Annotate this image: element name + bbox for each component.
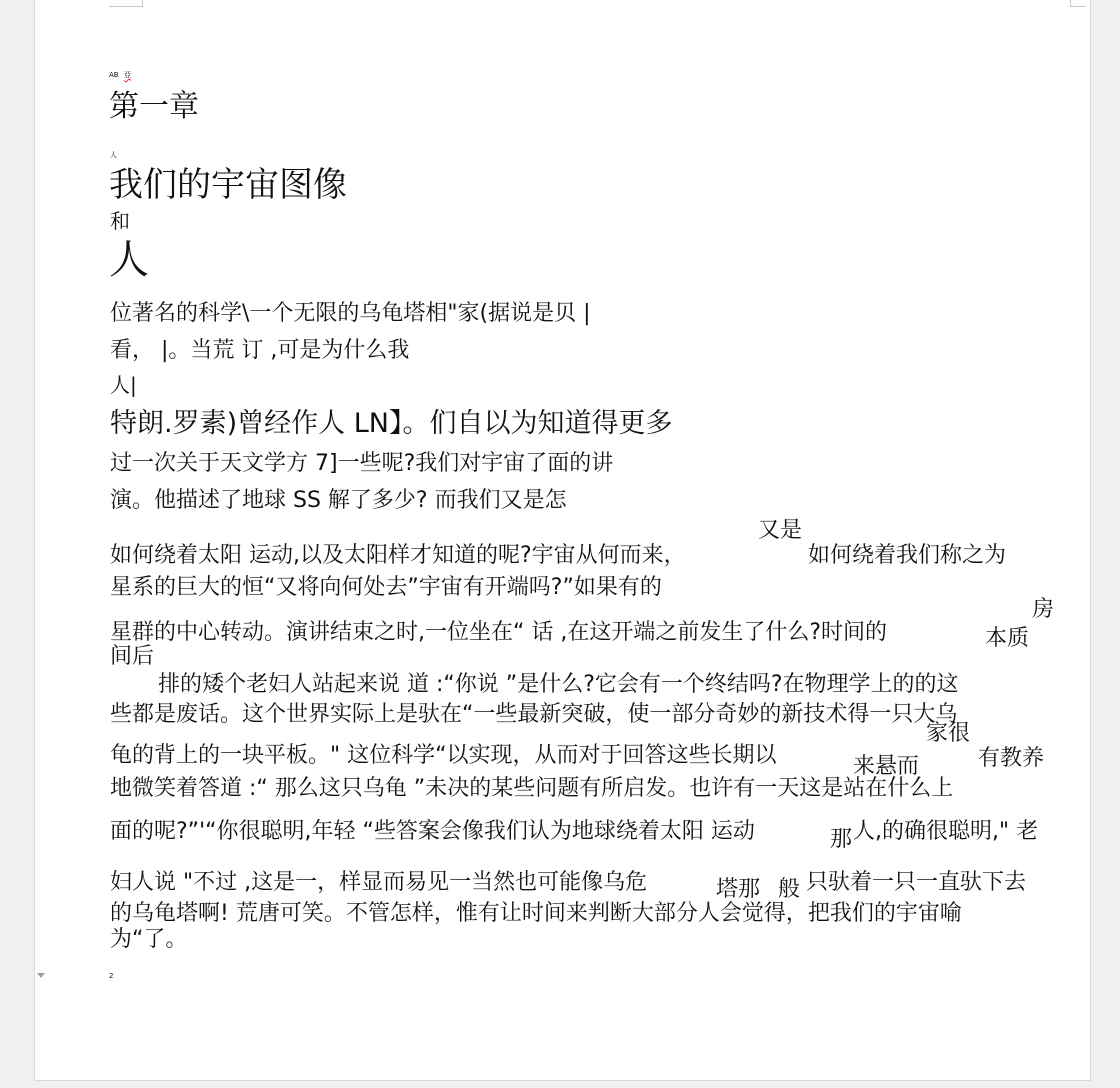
- body-line: 看， |。当荒 订 ,可是为什么我: [110, 338, 410, 363]
- title: 我们的宇宙图像: [109, 165, 347, 205]
- body-line: 人|: [110, 373, 137, 397]
- margin-note: 家很: [926, 721, 971, 746]
- body-line: 星群的中心转动。演讲结束之时,一位坐在“ 话 ,在这开端之前发生了什么?时间的: [110, 620, 888, 645]
- body-line: 面的呢?”'“你很聪明,年轻 “些答案会像我们认为地球绕着太阳 运动: [110, 819, 755, 844]
- body-line: 地微笑着答道 :“ 那么这只乌龟 ”未决的某些问题有所启发。也许有一天这是站在什么上: [110, 776, 954, 801]
- crop-mark-top-left-vertical: [142, 0, 143, 6]
- chapter-heading: 第一章: [109, 89, 199, 124]
- body-line: 如何绕着我们称之为: [808, 543, 1007, 568]
- crop-mark-top-right-vertical: [1070, 0, 1071, 6]
- margin-note: 又是: [758, 518, 803, 543]
- body-line: 间后: [110, 644, 155, 669]
- body-line: 如何绕着太阳 运动,以及太阳样才知道的呢?宇宙从何而来，: [110, 543, 686, 568]
- body-line: 排的矮个老妇人站起来说 道 :“你说 ”是什么?它会有一个终结吗?在物理学上的的这: [158, 672, 959, 697]
- body-line: 为“了。: [110, 927, 188, 952]
- body-line: 些都是废话。这个世界实际上是驮在“一些最新突破，使一部分奇妙的新技术得一只大乌: [110, 702, 958, 727]
- margin-note: 来悬而: [853, 754, 920, 779]
- body-line: 的乌龟塔啊! 荒唐可笑。不管怎样，惟有让时间来判断大部分人会觉得，把我们的宇宙喻: [110, 901, 962, 926]
- chevron-down-icon: [37, 973, 45, 978]
- title-and: 和: [110, 209, 130, 233]
- margin-note: 般: [778, 877, 801, 902]
- body-line: 特朗.罗素)曾经作人 LN】。们自以为知道得更多: [110, 408, 673, 439]
- crop-mark-top-left: [109, 0, 143, 7]
- crop-mark-top-right: [1070, 0, 1086, 7]
- body-line: 星系的巨大的恒“又将向何处去”宇宙有开端吗?”如果有的: [110, 575, 662, 600]
- margin-note: 本质: [985, 626, 1030, 651]
- margin-note: 塔那: [716, 877, 761, 902]
- title-person: 人: [109, 237, 149, 283]
- body-line: 妇人说 "不过 ,这是一，样显而易见一当然也可能像乌危: [110, 870, 648, 895]
- margin-note: 那: [830, 827, 853, 852]
- header-mark-b: 亞: [124, 71, 131, 79]
- body-line: 位著名的科学\一个无限的乌龟塔相"家(据说是贝 |: [110, 301, 591, 326]
- margin-note: 房: [1032, 597, 1055, 622]
- margin-note: 有教养: [978, 746, 1045, 771]
- body-line: 演。他描述了地球 SS 解了多少? 而我们又是怎: [110, 488, 567, 513]
- body-line: 只驮着一只一直驮下去: [806, 870, 1027, 895]
- body-line: 过一次关于天文学方 7]一些呢?我们对宇宙了面的讲: [110, 451, 614, 476]
- small-mark: 人: [110, 151, 117, 159]
- body-line: 人,的确很聪明," 老: [853, 819, 1039, 844]
- page-number: 2: [109, 972, 114, 980]
- header-mark-a: AB: [109, 71, 119, 79]
- body-line: 龟的背上的一块平板。" 这位科学“以实现，从而对于回答这些长期以: [110, 743, 777, 768]
